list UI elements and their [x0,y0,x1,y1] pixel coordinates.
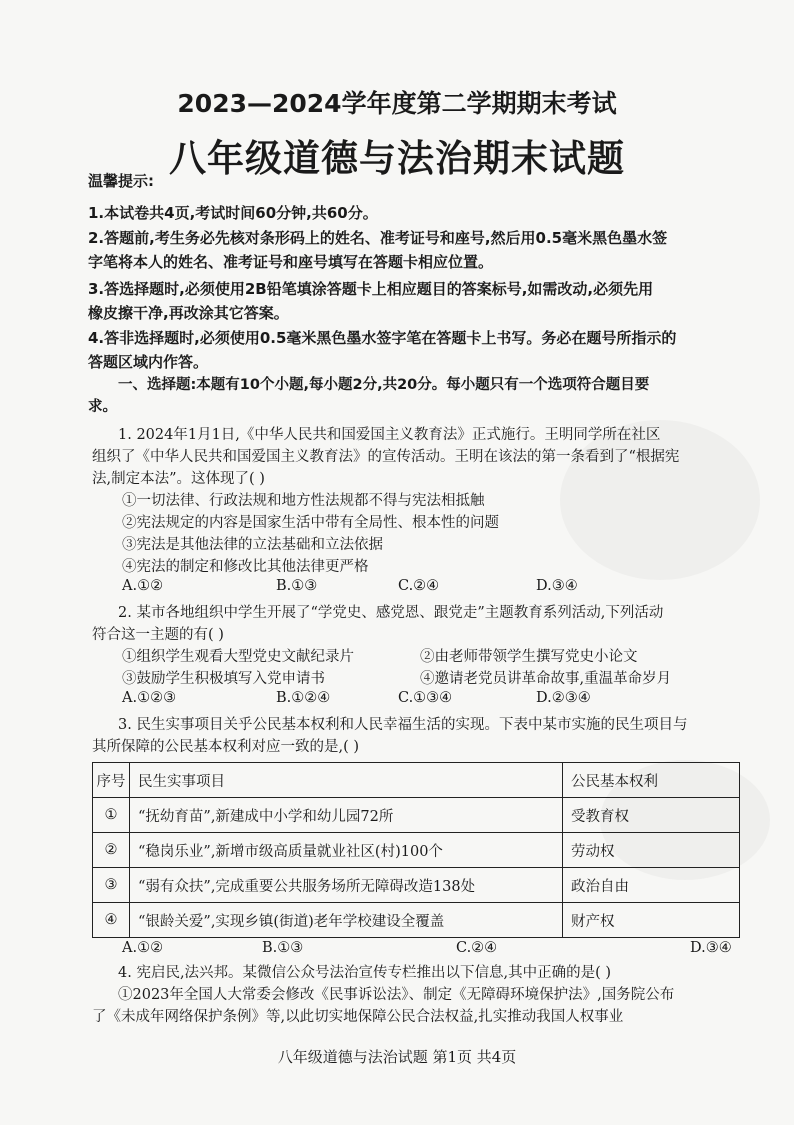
table-cell: 政治自由 [563,868,740,903]
table-cell: “抚幼育苗”,新建成中小学和幼儿园72所 [130,798,563,833]
q1-item: ①一切法律、行政法规和地方性法规都不得与宪法相抵触 [122,493,485,509]
tip-line: 1.本试卷共4页,考试时间60分钟,共60分。 [88,204,378,222]
q1-option-b: B.①③ [276,578,318,594]
tip-line: 字笔将本人的姓名、准考证号和座号填写在答题卡相应位置。 [88,253,494,271]
tip-line: 2.答题前,考生务必先核对条形码上的姓名、准考证号和座号,然后用0.5毫米黑色墨水签 [88,229,668,247]
q2-item: ③鼓励学生积极填写入党申请书 [122,671,325,687]
q1-item: ③宪法是其他法律的立法基础和立法依据 [122,537,383,553]
table-cell: 受教育权 [563,798,740,833]
q4-stem: 4. 宪启民,法兴邦。某微信公众号法治宣传专栏推出以下信息,其中正确的是( ) [118,965,612,981]
rights-table [92,762,740,938]
q1-stem: 组织了《中华人民共和国爱国主义教育法》的宣传活动。王明在该法的第一条看到了“根据宪 [92,449,680,465]
q2-stem: 符合这一主题的有( ) [92,627,224,643]
q1-option-a: A.①② [122,578,164,594]
q1-item: ④宪法的制定和修改比其他法律更严格 [122,559,369,575]
q2-item: ④邀请老党员讲革命故事,重温革命岁月 [420,671,672,687]
q1-option-c: C.②④ [398,578,440,594]
q1-stem: 法,制定本法”。这体现了( ) [92,471,265,487]
table-row [93,903,740,938]
table-header-cell: 民生实事项目 [130,763,563,798]
q4-item: ①2023年全国人大常委会修改《民事诉讼法》、制定《无障碍环境保护法》,国务院公布 [118,987,675,1003]
table-cell: 财产权 [563,903,740,938]
q2-item: ①组织学生观看大型党史文献纪录片 [122,649,354,665]
q3-option-b: B.①③ [262,940,304,956]
q2-option-d: D.②③④ [536,690,591,706]
table-header-row [93,763,740,798]
table-cell: “稳岗乐业”,新增市级高质量就业社区(村)100个 [130,833,563,868]
q3-option-d: D.③④ [690,940,732,956]
exam-title-year: 2023—2024学年度第二学期期末考试 [177,89,617,118]
page-footer: 八年级道德与法治试题 第1页 共4页 [277,1048,517,1066]
q2-option-b: B.①②④ [276,690,331,706]
exam-title-subject: 八年级道德与法治期末试题 [169,137,625,180]
q3-stem: 3. 民生实事项目关乎公民基本权利和人民幸福生活的实现。下表中某市实施的民生项目与 [118,717,688,733]
q1-option-d: D.③④ [536,578,578,594]
tips-heading: 温馨提示: [88,172,154,190]
table-cell: “银龄关爱”,实现乡镇(街道)老年学校建设全覆盖 [130,903,563,938]
table-cell: ③ [93,868,130,903]
table-row [93,868,740,903]
table-header-cell: 序号 [93,763,130,798]
tip-line: 答题区域内作答。 [88,353,209,371]
tip-line: 4.答非选择题时,必须使用0.5毫米黑色墨水签字笔在答题卡上书写。务必在题号所指示的 [88,329,677,347]
table-cell: ② [93,833,130,868]
q2-stem: 2. 某市各地组织中学生开展了“学党史、感党恩、跟党走”主题教育系列活动,下列活动 [118,605,664,621]
table-row [93,833,740,868]
section-heading: 一、选择题:本题有10个小题,每小题2分,共20分。每小题只有一个选项符合题目要 [118,377,650,393]
section-heading-cont: 求。 [88,399,117,415]
tip-line: 3.答选择题时,必须使用2B铅笔填涂答题卡上相应题目的答案标号,如需改动,必须先用 [88,280,654,298]
table-cell: “弱有众扶”,完成重要公共服务场所无障碍改造138处 [130,868,563,903]
table-row [93,798,740,833]
q3-option-a: A.①② [122,940,164,956]
q2-option-c: C.①③④ [398,690,453,706]
table-cell: ① [93,798,130,833]
q3-stem: 其所保障的公民基本权利对应一致的是,( ) [92,739,360,755]
q1-item: ②宪法规定的内容是国家生活中带有全局性、根本性的问题 [122,515,499,531]
table-cell: 劳动权 [563,833,740,868]
q2-option-a: A.①②③ [122,690,177,706]
tip-line: 橡皮擦干净,再改涂其它答案。 [88,304,289,322]
table-cell: ④ [93,903,130,938]
q4-item-cont: 了《未成年网络保护条例》等,以此切实地保障公民合法权益,扎实推动我国人权事业 [92,1009,624,1025]
q2-item: ②由老师带领学生撰写党史小论文 [420,649,638,665]
table-header-cell: 公民基本权利 [563,763,740,798]
q1-stem: 1. 2024年1月1日,《中华人民共和国爱国主义教育法》正式施行。王明同学所在社区 [118,427,661,443]
q3-option-c: C.②④ [456,940,498,956]
